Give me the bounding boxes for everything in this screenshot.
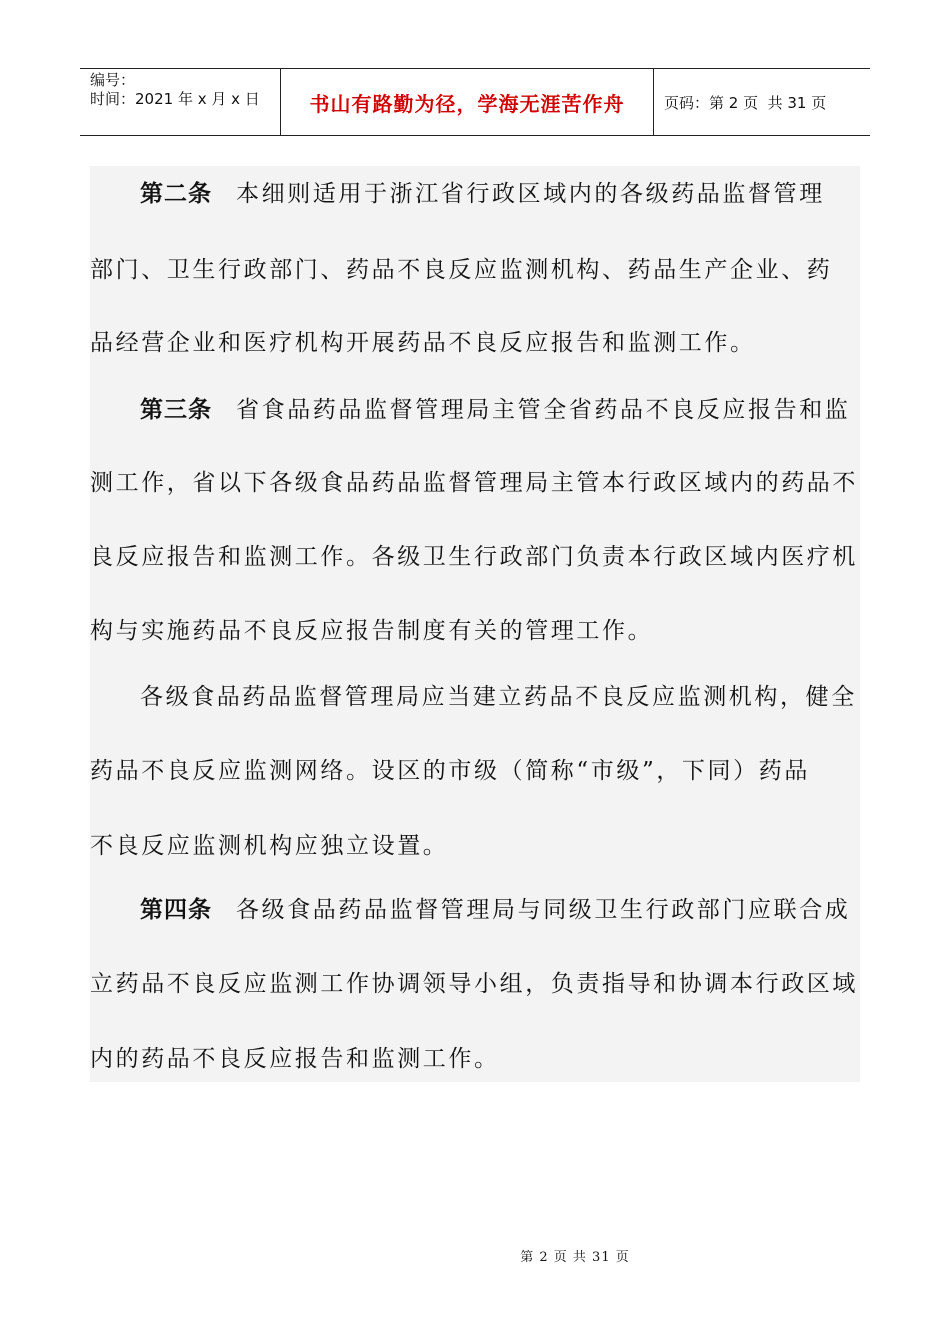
paragraph-line-2: 药品不良反应监测网络。设区的市级（简称“市级”，下同）药品 (90, 758, 810, 784)
article-2-number: 第二条 (140, 181, 212, 207)
article-4-line-1: 第四条 各级食品药品监督管理局与同级卫生行政部门应联合成 (140, 897, 851, 923)
paragraph-line-1: 各级食品药品监督管理局应当建立药品不良反应监测机构，健全 (140, 684, 857, 710)
article-4-line-3: 内的药品不良反应报告和监测工作。 (90, 1046, 500, 1072)
article-2-line-3: 品经营企业和医疗机构开展药品不良反应报告和监测工作。 (90, 330, 756, 356)
header-motto: 书山有路勤为径，学海无涯苦作舟 (281, 69, 654, 135)
article-2-line-1: 第二条 本细则适用于浙江省行政区域内的各级药品监督管理 (140, 181, 825, 207)
article-3-line-3: 良反应报告和监测工作。各级卫生行政部门负责本行政区域内医疗机 (90, 544, 858, 570)
document-header (80, 68, 870, 136)
article-3-number: 第三条 (140, 397, 212, 423)
page-footer: 第 2 页 共 31 页 (520, 1250, 630, 1265)
article-4-number: 第四条 (140, 897, 212, 923)
header-page-info: 页码：第 2 页 共 31 页 (664, 93, 827, 112)
article-3-line-4: 构与实施药品不良反应报告制度有关的管理工作。 (90, 618, 654, 644)
article-4-line-2: 立药品不良反应监测工作协调领导小组，负责指导和协调本行政区域 (90, 971, 858, 997)
article-3-line-1: 第三条 省食品药品监督管理局主管全省药品不良反应报告和监 (140, 397, 851, 423)
number-label: 编号： (90, 71, 136, 89)
header-meta (80, 69, 281, 135)
time-label: 时间：2021 年 x 月 x 日 (90, 90, 260, 108)
article-3-line-2: 测工作，省以下各级食品药品监督管理局主管本行政区域内的药品不 (90, 470, 858, 496)
document-body (90, 166, 860, 1082)
paragraph-line-3: 不良反应监测机构应独立设置。 (90, 833, 449, 859)
article-2-line-2: 部门、卫生行政部门、药品不良反应监测机构、药品生产企业、药 (90, 257, 833, 283)
